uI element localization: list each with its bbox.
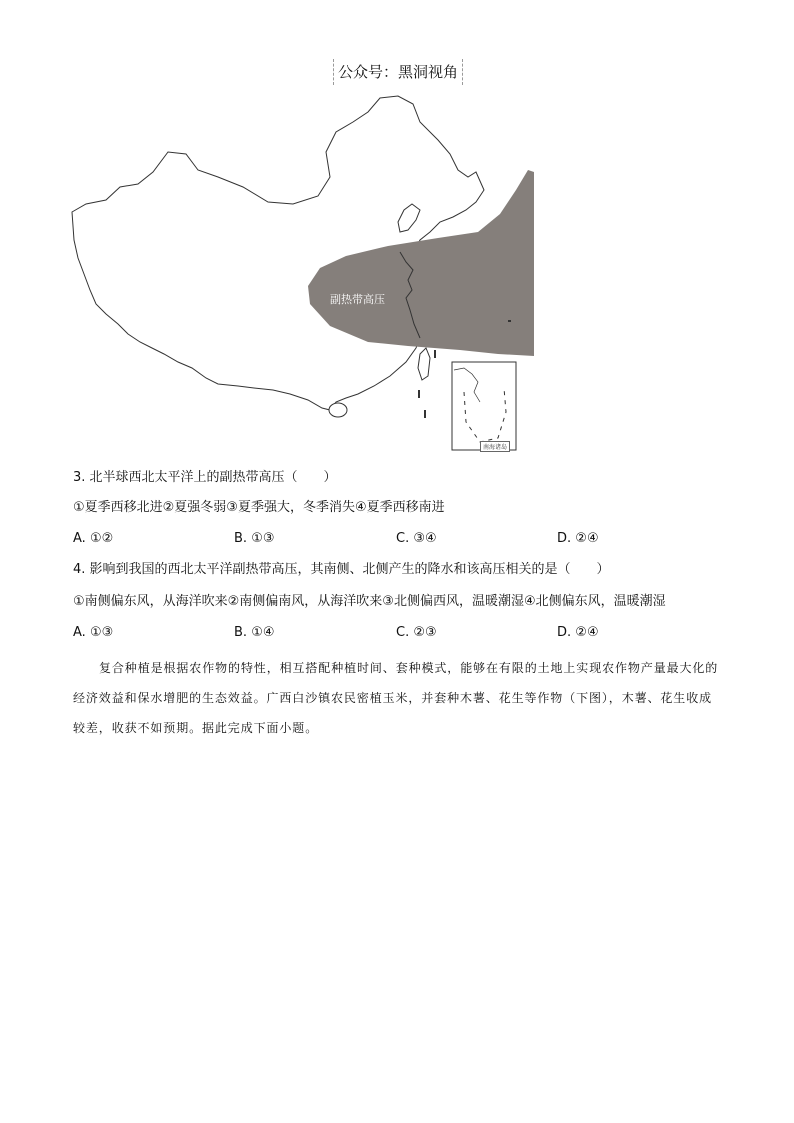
taiwan-island (418, 348, 430, 380)
subtropical-high-label: 副热带高压 (330, 293, 385, 306)
island-mark (434, 350, 436, 358)
option-letter: B. (234, 625, 248, 640)
option-letter: B. (234, 531, 248, 546)
china-map-svg (68, 92, 538, 454)
option-letter: C. (396, 531, 410, 546)
option-letter: A. (73, 531, 86, 546)
option-letter: D. (557, 531, 572, 546)
south-sea-islands-label: 南海诸岛 (480, 441, 510, 452)
china-map-figure (68, 92, 538, 454)
option-text: ②④ (575, 625, 599, 640)
watermark-header: 公众号：黑洞视角 (333, 59, 463, 85)
question-4-option-b[interactable] (234, 623, 275, 643)
south-sea-inset-frame (452, 362, 516, 450)
option-text: ②③ (413, 625, 437, 640)
option-text: ①④ (251, 625, 275, 640)
option-text: ②④ (575, 531, 599, 546)
question-3-statements: ①夏季西移北进②夏强冬弱③夏季强大，冬季消失④夏季西移南进 (73, 500, 445, 515)
option-letter: C. (396, 625, 410, 640)
question-3-option-b[interactable] (234, 529, 275, 549)
hainan-island (329, 403, 347, 417)
question-4-option-d[interactable] (557, 623, 599, 643)
question-3-option-a[interactable] (73, 529, 113, 549)
question-4-statements: ①南侧偏东风，从海洋吹来②南侧偏南风，从海洋吹来③北侧偏西风，温暖潮湿④北侧偏东风，温暖潮湿 (73, 594, 666, 609)
intro-passage: 复合种植是根据农作物的特性，相互搭配种植时间、套种模式，能够在有限的土地上实现农作物产量最大化的经济效益和保水增肥的生态效益。广西白沙镇农民密植玉米，并套种木薯、花生等作物（下图），木薯、花生收成较差，收获不如预期。据此完成下面小题。 (73, 661, 719, 735)
island-mark (508, 320, 511, 322)
question-3-option-d[interactable] (557, 529, 599, 549)
option-text: ①② (89, 531, 114, 546)
question-4-option-c[interactable] (396, 623, 437, 643)
question-3-stem: 3. 北半球西北太平洋上的副热带高压（ ） (73, 470, 337, 485)
option-text: ①③ (251, 531, 275, 546)
option-letter: A. (73, 625, 86, 640)
option-text: ③④ (413, 531, 437, 546)
island-mark (424, 410, 426, 418)
question-3-option-c[interactable] (396, 529, 437, 549)
question-4-option-a[interactable] (73, 623, 113, 643)
option-text: ①③ (89, 625, 114, 640)
option-letter: D. (557, 625, 572, 640)
question-4-stem: 4. 影响到我国的西北太平洋副热带高压，其南侧、北侧产生的降水和该高压相关的是（ ） (73, 562, 610, 577)
island-mark (418, 390, 420, 398)
